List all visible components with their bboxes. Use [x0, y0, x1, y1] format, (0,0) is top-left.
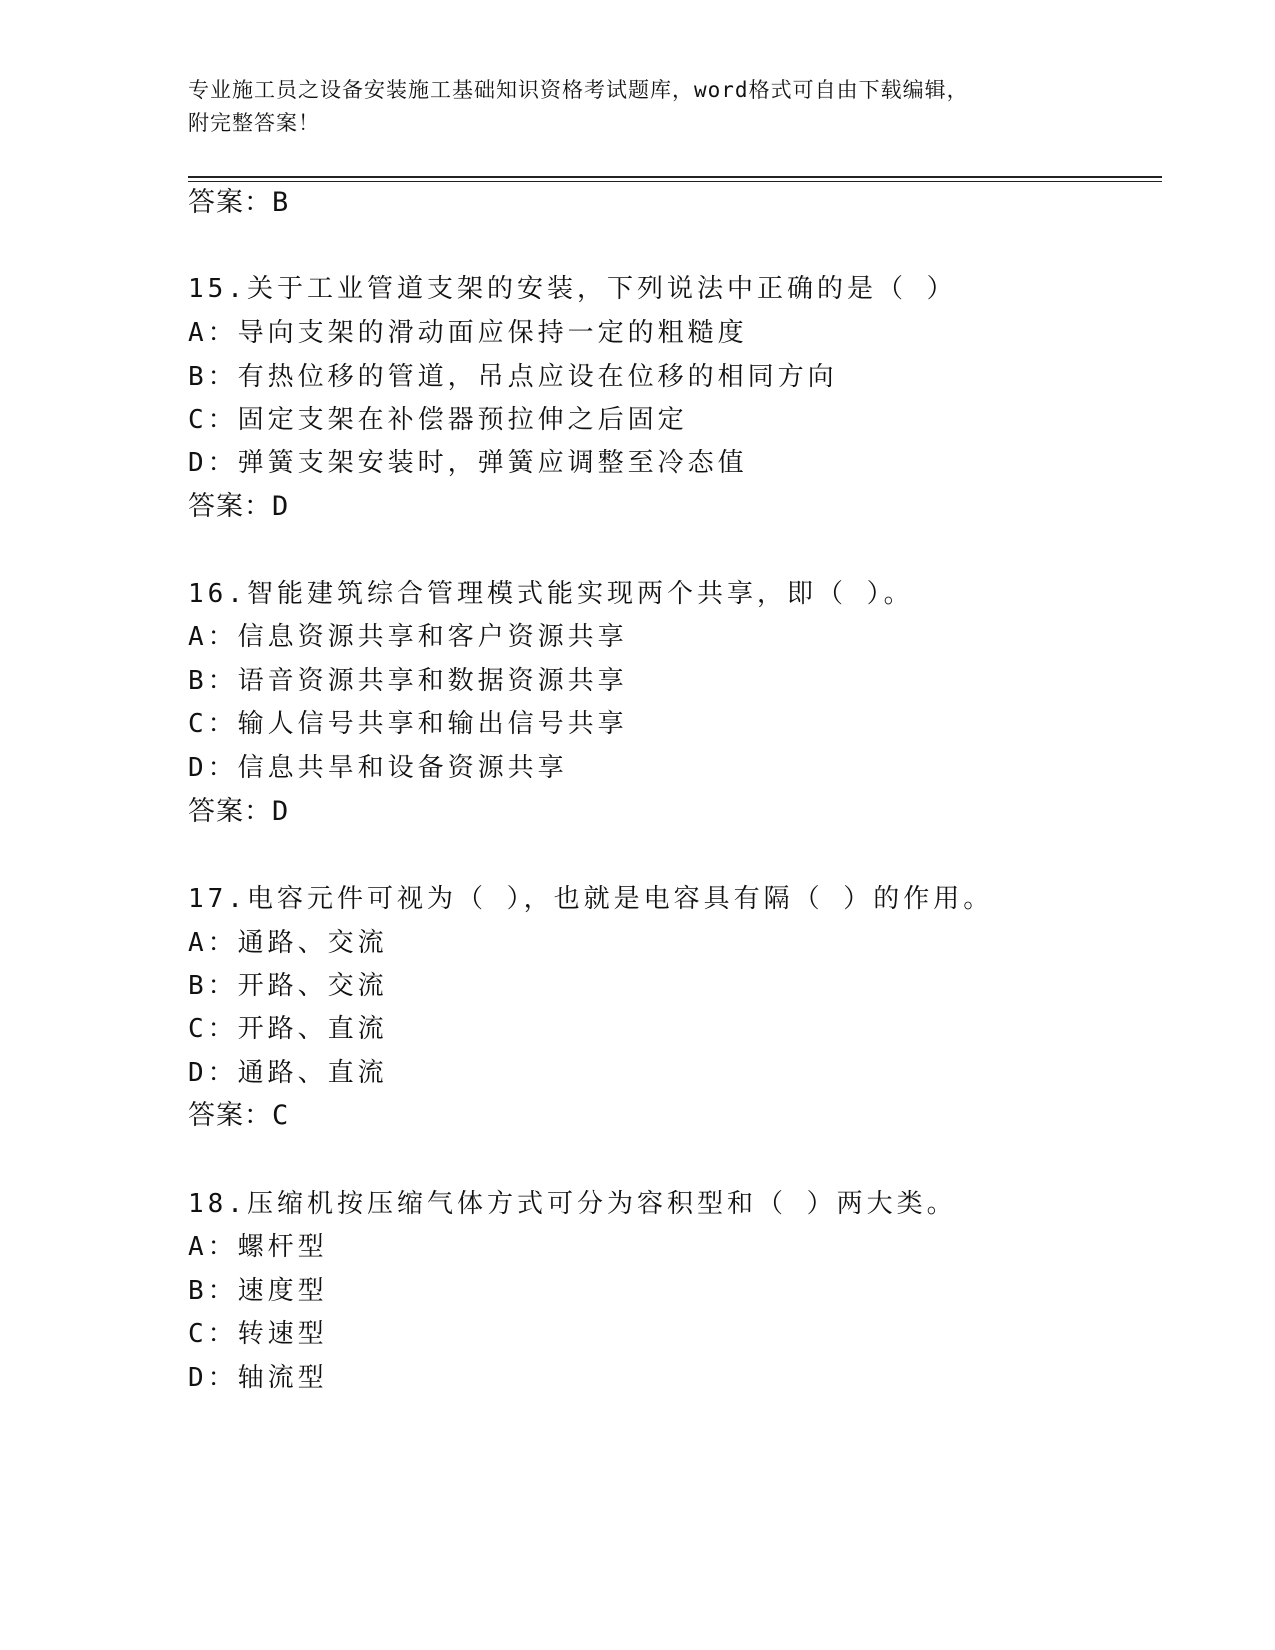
- answer-label: 答案：: [188, 491, 272, 522]
- answer-value: B: [272, 187, 289, 218]
- question-17-option-a: A：通路、交流: [188, 928, 388, 958]
- answer-value: D: [272, 796, 289, 827]
- question-15-option-d: D：弹簧支架安装时，弹簧应调整至冷态值: [188, 448, 748, 478]
- question-17-option-c: C：开路、直流: [188, 1014, 388, 1044]
- answer-label: 答案：: [188, 796, 272, 827]
- question-stem-15: 15.关于工业管道支架的安装，下列说法中正确的是（ ）: [188, 274, 957, 304]
- question-15-option-c: C：固定支架在补偿器预拉伸之后固定: [188, 405, 688, 435]
- header-divider: [188, 176, 1162, 182]
- header-line-2: 附完整答案！: [188, 111, 320, 135]
- header-line-1: 专业施工员之设备安装施工基础知识资格考试题库，word格式可自由下载编辑，: [188, 78, 969, 102]
- answer-value: C: [272, 1100, 289, 1131]
- question-17-option-d: D：通路、直流: [188, 1058, 388, 1088]
- answer-line-16: [188, 795, 288, 829]
- question-18-option-b: B：速度型: [188, 1276, 328, 1306]
- question-15-option-a: A：导向支架的滑动面应保持一定的粗糙度: [188, 318, 748, 348]
- question-17-option-b: B：开路、交流: [188, 971, 388, 1001]
- question-16-option-a: A：信息资源共享和客户资源共享: [188, 622, 628, 652]
- question-16-option-d: D：信息共旱和设备资源共享: [188, 753, 568, 783]
- question-stem-18: 18.压缩机按压缩气体方式可分为容积型和（ ）两大类。: [188, 1189, 957, 1219]
- question-16-option-c: C：输人信号共享和输出信号共享: [188, 709, 628, 739]
- question-18-option-c: C：转速型: [188, 1319, 328, 1349]
- document-header: [188, 74, 1088, 140]
- question-stem-17: 17.电容元件可视为（ ），也就是电容具有隔（ ）的作用。: [188, 884, 994, 914]
- question-16-option-b: B：语音资源共享和数据资源共享: [188, 666, 628, 696]
- answer-line-15: [188, 490, 288, 524]
- answer-label: 答案：: [188, 1100, 272, 1131]
- answer-line-prev: [188, 186, 288, 220]
- answer-value: D: [272, 491, 289, 522]
- question-18-option-d: D：轴流型: [188, 1363, 328, 1393]
- question-18-option-a: A：螺杆型: [188, 1232, 328, 1262]
- question-15-option-b: B：有热位移的管道，吊点应设在位移的相同方向: [188, 362, 838, 392]
- answer-line-17: [188, 1099, 288, 1133]
- answer-label: 答案：: [188, 187, 272, 218]
- question-stem-16: 16.智能建筑综合管理模式能实现两个共享，即（ ）。: [188, 579, 914, 609]
